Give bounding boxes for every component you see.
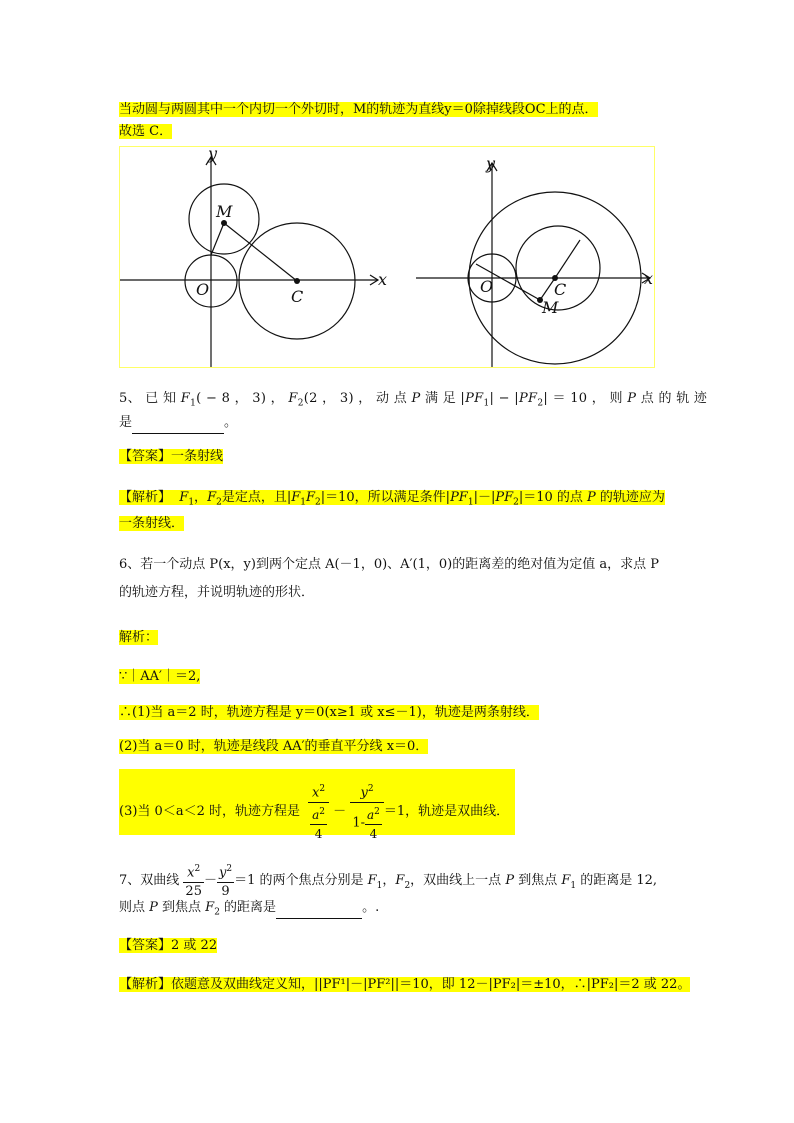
right-m-label: M	[542, 298, 559, 317]
q7-answer-blank	[276, 898, 362, 919]
q7-stem-line-2: 则点 P 到焦点 $F_2$ 的距离是 。.	[119, 900, 380, 918]
right-o-label: O	[480, 277, 494, 296]
q5-analysis-line-1: 【解析】 $F_1$，$F_2$是定点，且$|F_1F_2|=10$，所以满足条件$|PF_1|-|PF_2|=10$ 的点 P 的轨迹应为	[119, 490, 665, 508]
figure-svg	[120, 147, 656, 369]
right-x-label: x	[644, 269, 654, 288]
q7-analysis: 【解析】依题意及双曲线定义知，||PF¹|－|PF²||＝10，即 12－|PF₂|＝±10，∴|PF₂|＝2 或 22。	[119, 977, 691, 992]
q6-step-2: ∴(1)当 a＝2 时，轨迹方程是 y＝0(x≥1 或 x≤－1)，轨迹是两条射线．	[119, 705, 539, 720]
left-c-label: C	[291, 287, 304, 306]
right-seg-radius	[555, 240, 580, 278]
q7-stem-line-1: 7、双曲线 $\frac{x^2}{25}$ － $\frac{y^2}{9}$ ＝1 的两个焦点分别是 $F_1$，$F_2$，双曲线上一点 P 到焦点 $F_1$ 的距离是 12,	[119, 860, 657, 901]
intro-line-2: 故选 C．	[119, 124, 173, 139]
q6-solution-label: 解析：	[119, 630, 159, 645]
left-o-label: O	[196, 280, 210, 299]
frac-x2-25: $\frac{x^2}{25}$	[183, 860, 204, 901]
q6-step-3: (2)当 a＝0 时，轨迹是线段 AA′的垂直平分线 x＝0．	[119, 739, 429, 754]
q5-stem-line-2: 是 。	[119, 413, 237, 434]
intro-line-1: 当动圆与两圆其中一个内切一个外切时，M的轨迹为直线y＝0除掉线段OC上的点．	[119, 102, 598, 117]
q5-answer: 【答案】一条射线	[119, 449, 224, 464]
frac-x2-over-a2-4: $\frac{x^2}{\frac{a^2}{4}}$	[308, 780, 329, 843]
q6-step-4: (3)当 0＜a＜2 时，轨迹方程是 $\frac{x^2}{\frac{a^2}{4}}$ － $y^2$ 1- $\frac{a^2}{4}$ ＝1，轨迹是双曲线．	[119, 780, 509, 843]
left-y-label: y	[208, 147, 218, 163]
q6-stem-line-1: 6、若一个动点 P(x，y)到两个定点 A(－1，0)、A′(1，0)的距离差的绝对值为定值 a，求点 P	[119, 557, 659, 572]
q6-step-1: ∵｜AA′｜＝2,	[119, 669, 201, 684]
q5-answer-blank	[132, 413, 224, 434]
q7-answer: 【答案】2 或 22	[119, 938, 218, 953]
q5-analysis-line-2: 一条射线．	[119, 516, 185, 531]
right-c-label: C	[554, 280, 567, 299]
left-seg-mo	[211, 223, 224, 255]
left-x-label: x	[378, 270, 388, 289]
frac-y2-9: $\frac{y^2}{9}$	[217, 860, 234, 901]
right-seg-mc	[540, 278, 555, 300]
frac-y2-over-1-minus: $y^2$ 1- $\frac{a^2}{4}$	[350, 780, 384, 843]
left-m-label: M	[216, 202, 233, 221]
left-point-c	[294, 278, 300, 284]
figure-circles	[119, 146, 655, 368]
q6-stem-line-2: 的轨迹方程，并说明轨迹的形状．	[119, 585, 315, 600]
right-y-label: y	[486, 154, 496, 173]
q5-stem-line-1: 5、 已 知 $F_1( - 8$ ， 3) ， $F_2(2$ ， 3) ， 动 点 P 满 足 $|PF_1| - |PF_2| = 10$ ， 则 P 点 的 轨 迹	[119, 391, 708, 409]
